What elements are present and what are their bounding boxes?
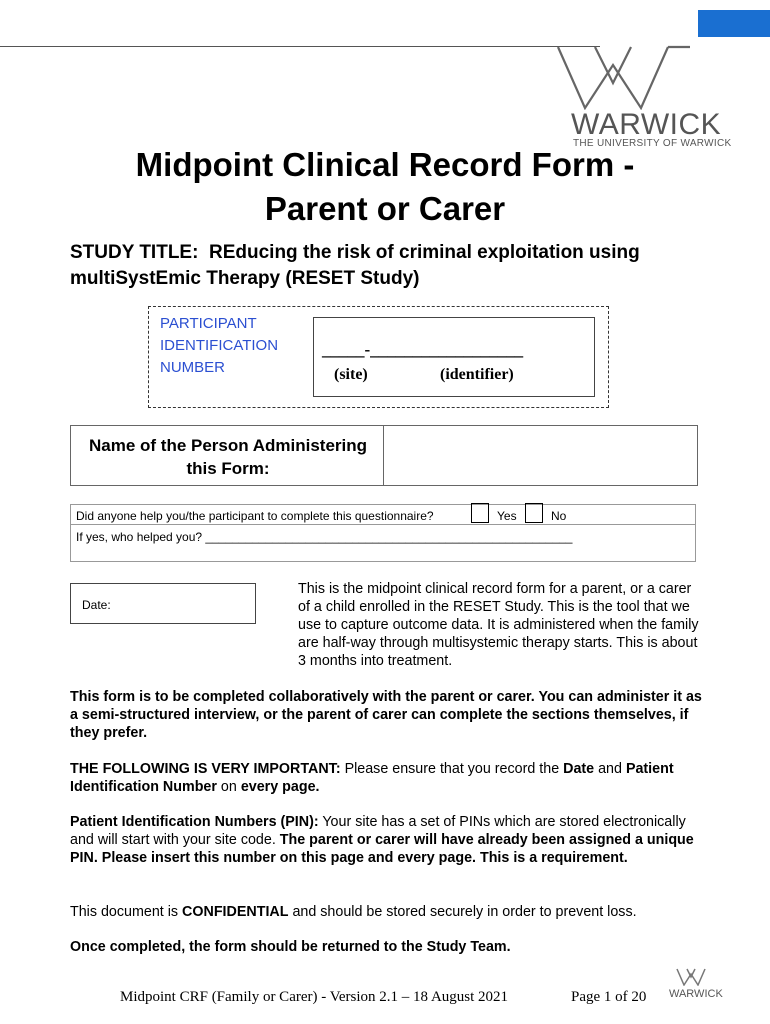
pid-entry-line: _____-__________________ [322, 340, 524, 359]
helper-name-line[interactable]: If yes, who helped you? _______________________________________________________ [76, 530, 573, 544]
date-label: Date: [82, 598, 111, 612]
pid-site-caption: (site) [334, 366, 368, 383]
warwick-logo-wordmark: WARWICK [571, 108, 722, 141]
study-title-text: REducing the risk of criminal exploitation using multiSystEmic Therapy (RESET Study) [70, 242, 640, 289]
footer-logo-mark [676, 968, 712, 986]
footer-text: Midpoint CRF (Family or Carer) - Version 2.1 – 18 August 2021 [120, 989, 509, 1005]
help-no-label: No [551, 509, 567, 523]
pid-label: PARTICIPANT IDENTIFICATION NUMBER [160, 315, 279, 376]
pin-paragraph: Patient Identification Numbers (PIN): Your site has a set of PINs which are stored electronically and will start with your site code. The parent or carer will have already been assigned a unique PIN. Please insert this number on this page and every page. This is a requirement. [70, 814, 694, 866]
administrator-label: Name of the Person Administering this Form: [88, 436, 368, 478]
administrator-name-field[interactable] [385, 427, 696, 484]
page-title [0, 143, 770, 231]
help-no-checkbox[interactable] [525, 503, 543, 523]
warwick-logo-subtitle: THE UNIVERSITY OF WARWICK [573, 138, 732, 149]
pid-identifier-caption: (identifier) [440, 366, 514, 383]
header-rule [0, 46, 600, 47]
help-yes-label: Yes [497, 509, 517, 523]
important-paragraph: THE FOLLOWING IS VERY IMPORTANT: Please ensure that you record the Date and Patient Identification Number on every page. [70, 761, 674, 795]
intro-text: This is the midpoint clinical record form for a parent, or a carer of a child enrolled in the RESET Study. This is the tool that we use to capture outcome data. It is administered when the family are half-way through multisystemic therapy starts. This is about 3 months into treatment. [298, 581, 699, 669]
title-line-2: Parent or Carer [264, 190, 506, 227]
title-line-1: Midpoint Clinical Record Form - [135, 146, 635, 183]
study-title [70, 240, 710, 292]
return-paragraph: Once completed, the form should be returned to the Study Team. [70, 939, 511, 955]
help-yes-checkbox[interactable] [471, 503, 489, 523]
help-separator [70, 524, 696, 525]
page-number: Page 1 of 20 [571, 989, 647, 1005]
confidential-paragraph: This document is CONFIDENTIAL and should be stored securely in order to prevent loss. [70, 904, 637, 920]
study-title-label: STUDY TITLE: [70, 242, 199, 263]
footer-logo-wordmark: WARWICK [669, 988, 723, 1000]
header-color-tab [698, 10, 770, 37]
warwick-logo-mark [555, 45, 705, 110]
instructions-paragraph: This form is to be completed collaboratively with the parent or carer. You can administer it as a semi-structured interview, or the parent of carer can complete the sections themselves, if they prefer. [70, 689, 702, 741]
help-question: Did anyone help you/the participant to complete this questionnaire? [76, 509, 434, 523]
